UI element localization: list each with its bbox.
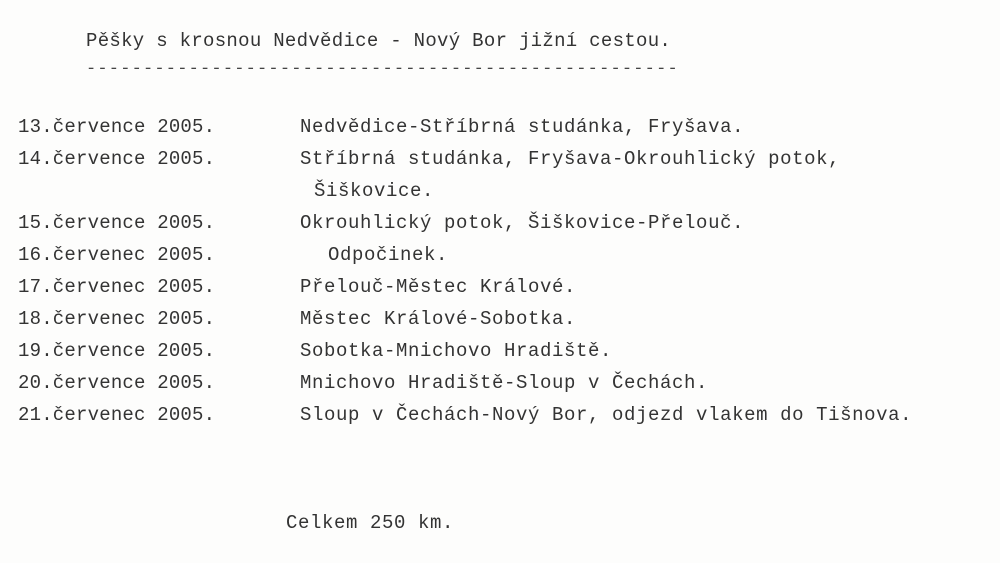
entry-description: Sobotka-Mnichovo Hradiště.	[300, 340, 613, 362]
entry-date: 14.července 2005.	[18, 148, 216, 170]
itinerary-row	[0, 212, 1000, 244]
entry-date: 18.červenec 2005.	[18, 308, 216, 330]
itinerary-row	[0, 372, 1000, 404]
entry-description: Nedvědice-Stříbrná studánka, Fryšava.	[300, 116, 745, 138]
entry-description: Odpočinek.	[328, 244, 449, 266]
itinerary-row	[0, 244, 1000, 276]
entry-description: Městec Králové-Sobotka.	[300, 308, 577, 330]
entry-date: 19.července 2005.	[18, 340, 216, 362]
entry-date: 20.července 2005.	[18, 372, 216, 394]
itinerary-row	[0, 340, 1000, 372]
entry-description: Přelouč-Městec Králové.	[300, 276, 577, 298]
entry-date: 16.červenec 2005.	[18, 244, 216, 266]
entry-date: 17.červenec 2005.	[18, 276, 216, 298]
entry-date: 15.července 2005.	[18, 212, 216, 234]
entry-date: 13.července 2005.	[18, 116, 216, 138]
distance-total: Celkem 250 km.	[286, 512, 455, 534]
itinerary-row	[0, 148, 1000, 212]
entry-description-continued: Šiškovice.	[314, 180, 435, 202]
entry-date: 21.červenec 2005.	[18, 404, 216, 426]
entry-description: Mnichovo Hradiště-Sloup v Čechách.	[300, 372, 709, 394]
itinerary-list	[0, 116, 1000, 436]
itinerary-row	[0, 404, 1000, 436]
entry-description: Sloup v Čechách-Nový Bor, odjezd vlakem do Tišnova.	[300, 404, 913, 426]
entry-description: Okrouhlický potok, Šiškovice-Přelouč.	[300, 212, 745, 234]
document-title: Pěšky s krosnou Nedvědice - Nový Bor jižní cestou.	[86, 30, 672, 52]
title-underline: ----------------------------------------------------	[86, 60, 679, 79]
itinerary-row	[0, 308, 1000, 340]
entry-description: Stříbrná studánka, Fryšava-Okrouhlický potok,	[300, 148, 841, 170]
itinerary-row	[0, 276, 1000, 308]
itinerary-row	[0, 116, 1000, 148]
